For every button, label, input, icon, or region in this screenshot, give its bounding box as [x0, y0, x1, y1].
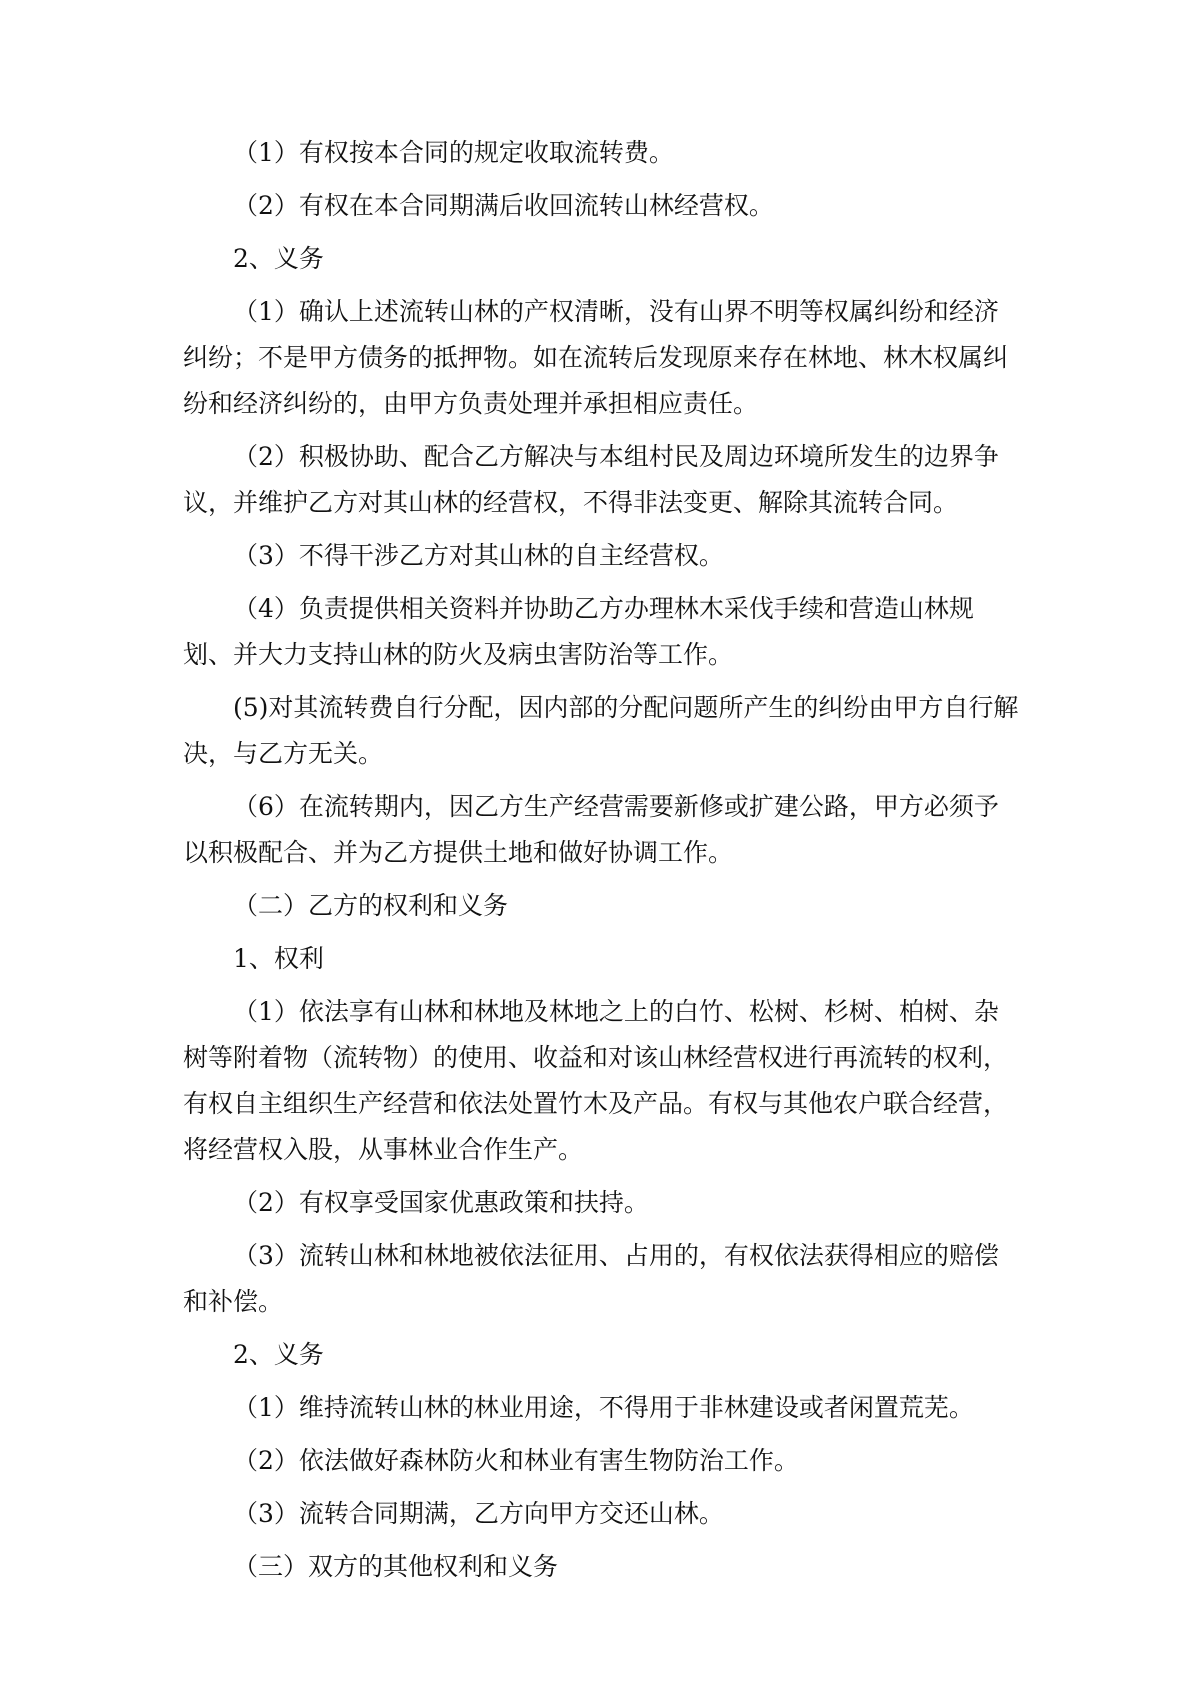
subheading-rights: 1、权利	[233, 944, 324, 973]
paragraph-item: （1）有权按本合同的规定收取流转费。	[233, 138, 674, 167]
paragraph-item: （3）流转山林和林地被依法征用、占用的，有权依法获得相应的赔偿和补偿。	[183, 1241, 999, 1316]
paragraph-item: （1）依法享有山林和林地及林地之上的白竹、松树、杉树、柏树、杂树等附着物（流转物）的使用、收益和对该山林经营权进行再流转的权利，有权自主组织生产经营和依法处置竹木及产品。有权与其他农户联合经营，将经营权入股，从事林业合作生产。	[183, 997, 1009, 1164]
subheading-obligations: 2、义务	[233, 244, 324, 273]
section-heading-party-b: （二）乙方的权利和义务	[233, 891, 509, 920]
section-heading-mutual: （三）双方的其他权利和义务	[233, 1552, 559, 1581]
document-body	[183, 130, 1023, 1597]
paragraph-item: （6）在流转期内，因乙方生产经营需要新修或扩建公路，甲方必须予以积极配合、并为乙方提供土地和做好协调工作。	[183, 792, 999, 867]
paragraph-item: （3）不得干涉乙方对其山林的自主经营权。	[233, 541, 724, 570]
subheading-obligations: 2、义务	[233, 1340, 324, 1369]
paragraph-item: (5)对其流转费自行分配，因内部的分配问题所产生的纠纷由甲方自行解决，与乙方无关。	[183, 693, 1019, 768]
paragraph-item: （1）维持流转山林的林业用途，不得用于非林建设或者闲置荒芜。	[233, 1393, 974, 1422]
paragraph-item: （4）负责提供相关资料并协助乙方办理林木采伐手续和营造山林规划、并大力支持山林的防火及病虫害防治等工作。	[183, 594, 974, 669]
paragraph-item: （1）确认上述流转山林的产权清晰，没有山界不明等权属纠纷和经济纠纷；不是甲方债务的抵押物。如在流转后发现原来存在林地、林木权属纠纷和经济纠纷的，由甲方负责处理并承担相应责任。	[183, 297, 1009, 418]
paragraph-item: （2）有权享受国家优惠政策和扶持。	[233, 1188, 649, 1217]
paragraph-item: （2）积极协助、配合乙方解决与本组村民及周边环境所发生的边界争议，并维护乙方对其山林的经营权，不得非法变更、解除其流转合同。	[183, 442, 999, 517]
paragraph-item: （2）依法做好森林防火和林业有害生物防治工作。	[233, 1446, 799, 1475]
paragraph-item: （2）有权在本合同期满后收回流转山林经营权。	[233, 191, 774, 220]
paragraph-item: （3）流转合同期满，乙方向甲方交还山林。	[233, 1499, 724, 1528]
